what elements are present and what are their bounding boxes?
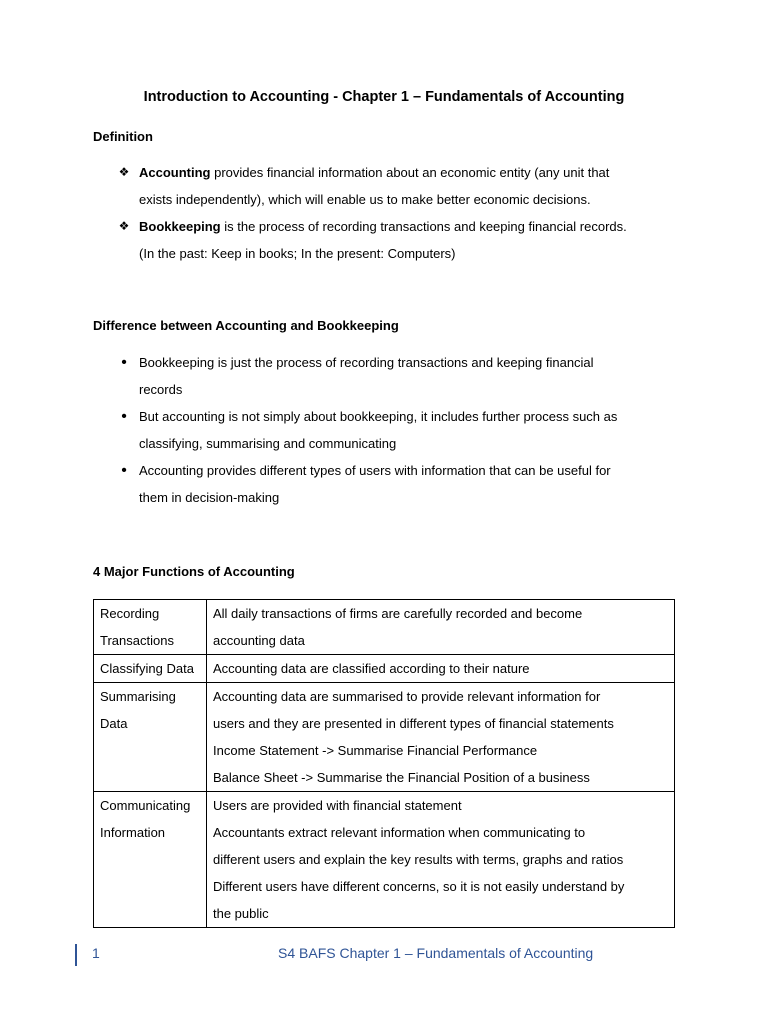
list-item-text: records xyxy=(139,382,183,397)
definition-text: exists independently), which will enable us to make better economic decisions. xyxy=(139,192,591,207)
list-item xyxy=(115,213,675,267)
function-description: Accounting data are classified according to their nature xyxy=(213,661,530,676)
function-name-cell xyxy=(94,683,207,792)
function-description-cell xyxy=(207,655,675,683)
function-name-cell xyxy=(94,655,207,683)
list-item xyxy=(115,457,675,511)
diamond-bullet-icon: ❖ xyxy=(118,219,130,233)
difference-list xyxy=(115,349,675,511)
function-description-cell xyxy=(207,792,675,928)
list-item-text: Bookkeeping is just the process of recording transactions and keeping financial xyxy=(139,355,594,370)
function-description: Accountants extract relevant information when communicating to xyxy=(213,825,586,840)
function-name: Recording xyxy=(100,606,160,621)
functions-heading: 4 Major Functions of Accounting xyxy=(93,564,295,579)
function-description: Different users have different concerns, so it is not easily understand by xyxy=(213,879,625,894)
difference-heading: Difference between Accounting and Bookkeeping xyxy=(93,318,399,333)
footer-page-number: 1 xyxy=(92,945,100,961)
round-bullet-icon: • xyxy=(121,408,127,425)
function-description: accounting data xyxy=(213,633,305,648)
function-description: Balance Sheet -> Summarise the Financial Position of a business xyxy=(213,770,590,785)
table-row xyxy=(94,600,675,655)
definition-text: (In the past: Keep in books; In the present: Computers) xyxy=(139,246,456,261)
table-row xyxy=(94,655,675,683)
functions-table xyxy=(93,599,675,928)
round-bullet-icon: • xyxy=(121,354,127,371)
footer-title: S4 BAFS Chapter 1 – Fundamentals of Accounting xyxy=(278,945,594,961)
definition-term: Accounting xyxy=(139,165,211,180)
page-title: Introduction to Accounting - Chapter 1 – Fundamentals of Accounting xyxy=(143,89,625,105)
function-description-cell xyxy=(207,683,675,792)
definition-text: is the process of recording transactions and keeping financial records. xyxy=(220,219,627,234)
diamond-bullet-icon: ❖ xyxy=(118,165,130,179)
function-description: users and they are presented in different types of financial statements xyxy=(213,716,614,731)
definition-heading: Definition xyxy=(93,129,153,144)
function-description: Users are provided with financial statement xyxy=(213,798,462,813)
function-name-cell xyxy=(94,792,207,928)
list-item xyxy=(115,349,675,403)
list-item xyxy=(115,159,675,213)
footer-divider xyxy=(75,944,77,966)
function-description: the public xyxy=(213,906,269,921)
table-row xyxy=(94,792,675,928)
function-description: Income Statement -> Summarise Financial Performance xyxy=(213,743,538,758)
definition-term: Bookkeeping xyxy=(139,219,221,234)
list-item-text: But accounting is not simply about bookkeeping, it includes further process such as xyxy=(139,409,618,424)
function-name-cell xyxy=(94,600,207,655)
definition-text: provides financial information about an economic entity (any unit that xyxy=(210,165,610,180)
function-description-cell xyxy=(207,600,675,655)
list-item xyxy=(115,403,675,457)
function-name: Transactions xyxy=(100,633,174,648)
function-description: All daily transactions of firms are carefully recorded and become xyxy=(213,606,583,621)
function-name: Communicating xyxy=(100,798,191,813)
function-name: Classifying Data xyxy=(100,661,194,676)
round-bullet-icon: • xyxy=(121,462,127,479)
list-item-text: them in decision-making xyxy=(139,490,280,505)
table-row xyxy=(94,683,675,792)
list-item-text: Accounting provides different types of users with information that can be useful for xyxy=(139,463,611,478)
definition-list xyxy=(115,159,675,267)
function-name: Information xyxy=(100,825,166,840)
function-description: different users and explain the key results with terms, graphs and ratios xyxy=(213,852,624,867)
list-item-text: classifying, summarising and communicating xyxy=(139,436,397,451)
function-name: Summarising xyxy=(100,689,176,704)
function-description: Accounting data are summarised to provide relevant information for xyxy=(213,689,601,704)
function-name: Data xyxy=(100,716,128,731)
